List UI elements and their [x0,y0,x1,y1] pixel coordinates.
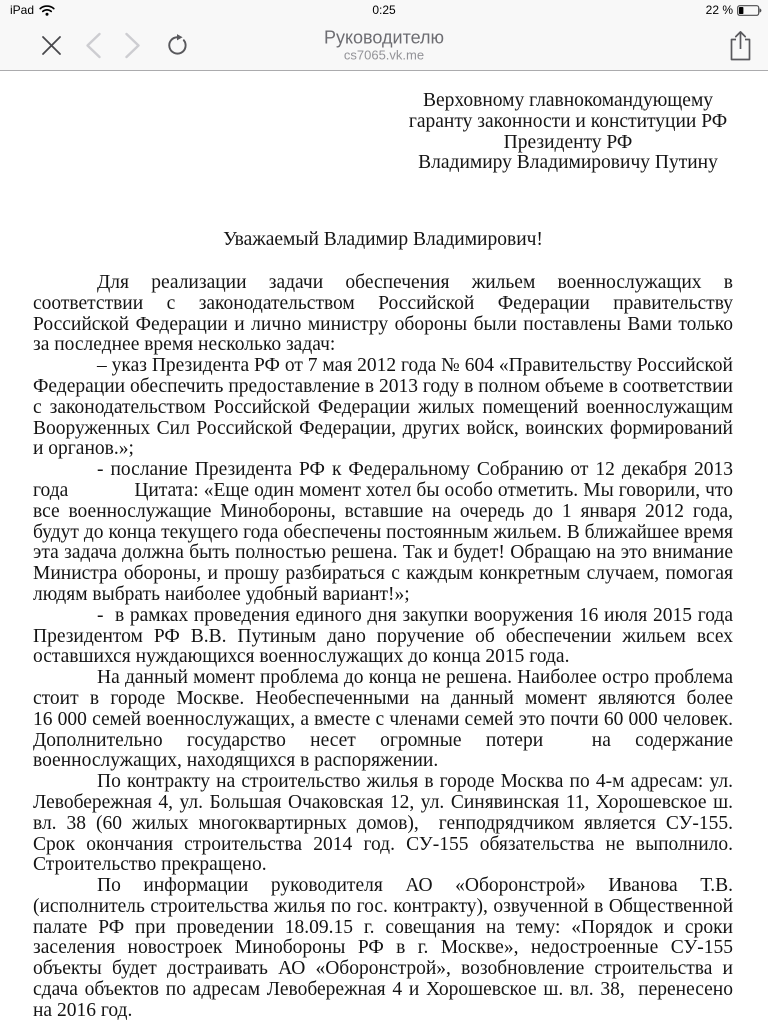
chevron-left-icon [85,32,102,59]
document-page [0,71,768,1023]
share-icon [727,29,754,62]
letter-paragraph: На данный момент проблема до конца не решена. Наиболее остро проблема стоит в городе Москве. Необеспеченными на данный момент являются более 16 000 семей военнослужащих, а вместе с членами семей это почти 60 000 человек. Дополнительно государство несет огромные потери на содержание военнослужащих, находящихся в распоряжении. [33,667,733,772]
recipient-line: Президенту РФ [503,131,633,153]
toolbar-buttons [0,31,191,59]
back-button[interactable] [85,32,102,59]
letter-paragraph: По информации руководителя АО «Оборонстрой» Иванова Т.В. (исполнитель строительства жилья по гос. контракту), озвученной в Общественной палате РФ при проведении 18.09.15 г. совещания на тему: «Порядок и сроки заселения новостроек Минобороны РФ в г. Москве», недостроенные СУ-155 объекты будет достраивать АО «Оборонстрой», возобновление строительства и сдача объектов по адресам Левобережная 4 и Хорошевское ш. вл. 38, перенесено на 2016 год. [33,875,733,1021]
recipient-line: Верховному главнокомандующему [422,90,714,111]
recipient-line: Владимиру Владимировичу Путину [418,152,718,174]
close-button[interactable] [40,34,63,57]
page-title: Руководителю [323,27,445,48]
reload-button[interactable] [163,31,191,59]
page-domain: cs7065.vk.me [343,47,425,63]
device-label: iPad [10,3,35,17]
reload-icon [163,31,191,59]
letter-paragraph: – указ Президента РФ от 7 мая 2012 года № 604 «Правительству Российской Федерации обеспечить предоставление в 2013 году в полном объеме в соответствии с законодательством Российской Федерации жилых помещений военнослужащим Вооруженных Сил Российской Федерации, других войск, воинских формирований и органов.»; [33,355,733,460]
salutation: Уважаемый Владимир Владимирович! [223,229,543,251]
close-icon [40,34,63,57]
letter-paragraph: - послание Президента РФ к Федеральному Собранию от 12 декабря 2013 года Цитата: «Еще один момент хотел бы особо отметить. Мы говорили, что все военнослужащие Минобороны, вставшие на очередь до 1 января 2012 года, будут до конца текущего года обеспечены постоянным жильем. В ближайшее время эта задача должна быть полностью решена. Так и будет! Обращаю на это внимание Министра обороны, и прошу разбираться с каждым конкретным случаем, помогая людям выбрать наиболее удобный вариант!»; [33,459,733,605]
battery-percent: 22 % [705,3,733,17]
letter-paragraph: По контракту на строительство жилья в городе Москва по 4-м адресам: ул. Левобережная 4, ул. Большая Очаковская 12, ул. Синявинская 11, Хорошевское ш. вл. 38 (60 жилых многоквартирных домов), генподрядчиком является СУ-155. Срок окончания строительства 2014 год. СУ-155 обязательства не выполнило. Строительство прекращено. [33,771,733,876]
recipient-line: гаранту законности и конституции РФ [408,110,728,132]
letter-paragraph: Для реализации задачи обеспечения жильем военнослужащих в соответствии с законодательством Российской Федерации правительству Российской Федерации и лично министру обороны были поставлены Вами только за последнее время несколько задач: [33,271,733,356]
forward-button[interactable] [124,32,141,59]
recipient-block [407,91,729,174]
chevron-right-icon [124,32,141,59]
status-bar [0,0,768,20]
status-time: 0:25 [372,3,396,17]
letter-paragraph: - в рамках проведения единого дня закупки вооружения 16 июля 2015 года Президентом РФ В.В. Путиным дано поручение об обеспечении жильем всех оставшихся нуждающихся военнослужащих до конца 2015 года. [33,604,733,668]
share-button[interactable] [727,29,754,62]
browser-toolbar [0,20,768,71]
page-title-block [324,28,444,63]
